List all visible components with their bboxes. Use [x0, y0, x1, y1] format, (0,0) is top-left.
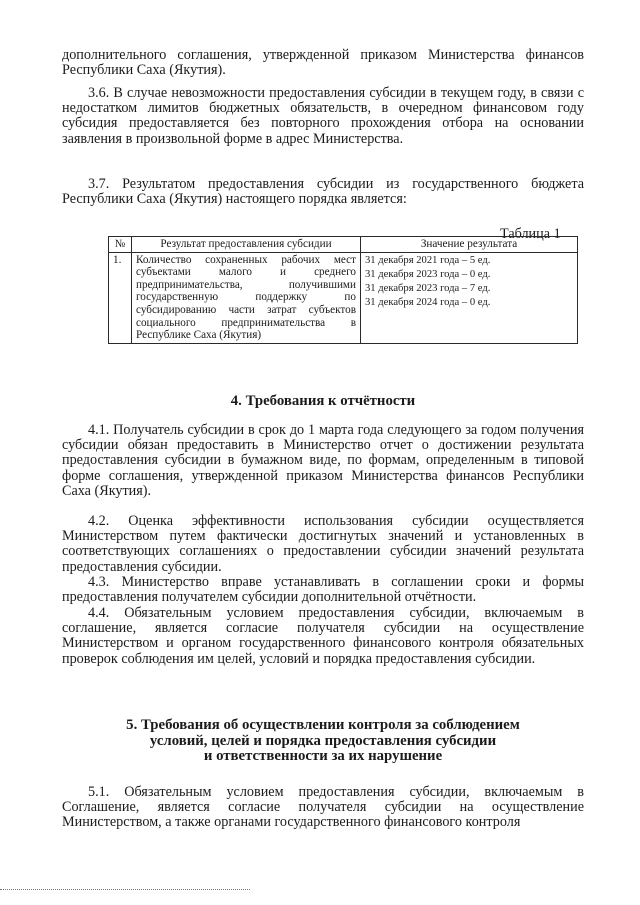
- paragraph-4-4: 4.4. Обязательным условием предоставления субсидии, включаемым в соглашение, является согласие получателя субсидии на осуществление Министерством и органом государственного финансового контроля обязательных проверок соблюдения им целей, условий и порядка предоставления субсидии.: [62, 605, 584, 667]
- section-5-title-line: и ответственности за их нарушение: [203, 748, 443, 765]
- table-row: [109, 252, 578, 343]
- table-caption: Таблица 1: [500, 226, 561, 242]
- section-5-title: [62, 718, 584, 765]
- value-line: 31 декабря 2024 года – 0 ед.: [365, 296, 491, 308]
- paragraph-5-1: 5.1. Обязательным условием предоставления субсидии, включаемым в Соглашение, является согласие получателя субсидии на осуществление Министерством, а также органами государственного финансового контроля: [62, 784, 584, 831]
- cell-number: 1.: [109, 252, 132, 343]
- paragraph-4-2: 4.2. Оценка эффективности использования субсидии осуществляется Министерством путем фактически достигнутых значений и установленных в соответствующих соглашениях о предоставлении субсидии значений результата предоставления субсидии.: [62, 513, 584, 575]
- results-table: [108, 236, 578, 344]
- paragraph-4-1: 4.1. Получатель субсидии в срок до 1 марта года следующего за годом получения субсидии обязан предоставить в Министерство отчет о достижении результата предоставления субсидии в бумажном виде, по формам, определенным в типовой форме соглашения, утвержденной приказом Министерства финансов Республики Саха (Якутия).: [62, 422, 584, 499]
- table-header-row: [109, 237, 578, 253]
- column-header-number: №: [109, 237, 132, 253]
- footer-dotted-line: [0, 889, 250, 890]
- paragraph-4-3: 4.3. Министерство вправе устанавливать в соглашении сроки и формы предоставления получателем субсидии дополнительной отчётности.: [62, 574, 584, 606]
- paragraph-3-7: 3.7. Результатом предоставления субсидии из государственного бюджета Республики Саха (Якутия) настоящего порядка является:: [62, 176, 584, 208]
- section-5-title-line: 5. Требования об осуществлении контроля за соблюдением: [126, 717, 520, 733]
- section-4-title: 4. Требования к отчётности: [230, 393, 416, 409]
- value-line: 31 декабря 2023 года – 7 ед.: [365, 282, 491, 294]
- cell-result: Количество сохраненных рабочих мест субъектами малого и среднего предпринимательства, получившими государственную поддержку по субсидированию части затрат субъектов социального предпринимательства в Республике Саха (Якутия): [132, 252, 361, 343]
- column-header-result: Результат предоставления субсидии: [132, 237, 361, 253]
- cell-values: [361, 252, 578, 343]
- paragraph-continuation: дополнительного соглашения, утвержденной приказом Министерства финансов Республики Саха (Якутия).: [62, 47, 584, 79]
- section-5-title-line: условий, целей и порядка предоставления субсидии: [149, 732, 497, 749]
- column-header-value: Значение результата: [361, 237, 578, 253]
- paragraph-3-6: 3.6. В случае невозможности предоставления субсидии в текущем году, в связи с недостатком лимитов бюджетных обязательств, в очередном финансовом году субсидия предоставляется без повторного прохождения отбора на основании заявления в произвольной форме в адрес Министерства.: [62, 85, 584, 147]
- value-line: 31 декабря 2021 года – 5 ед.: [365, 254, 491, 266]
- value-line: 31 декабря 2023 года – 0 ед.: [365, 268, 491, 280]
